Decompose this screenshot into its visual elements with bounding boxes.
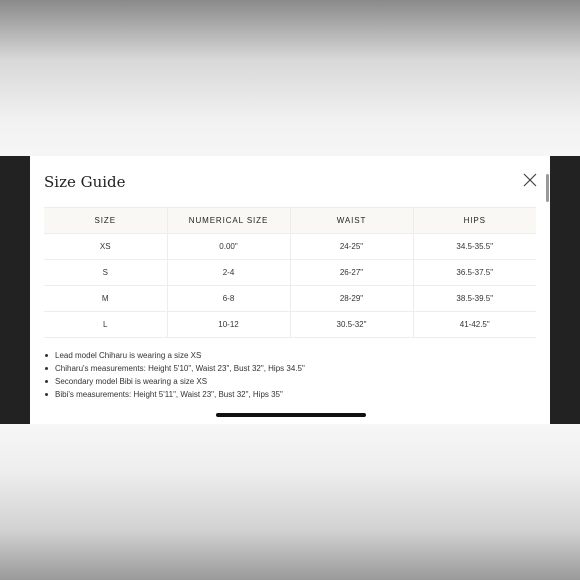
list-item: Secondary model Bibi is wearing a size XS <box>55 375 305 388</box>
table-row <box>44 312 536 338</box>
table-cell: 24-25" <box>290 234 413 260</box>
table-row <box>44 260 536 286</box>
column-header-size: SIZE <box>44 208 167 234</box>
table-cell: 26-27" <box>290 260 413 286</box>
close-button[interactable] <box>522 172 538 188</box>
close-icon <box>522 172 538 188</box>
list-item: Bibi's measurements: Height 5'11", Waist 23", Bust 32", Hips 35" <box>55 388 305 401</box>
table-row <box>44 234 536 260</box>
table-row <box>44 286 536 312</box>
modal-title: Size Guide <box>44 173 126 191</box>
table-cell: 41-42.5" <box>413 312 536 338</box>
table-cell: S <box>44 260 167 286</box>
size-table <box>44 207 536 338</box>
model-notes <box>44 349 305 401</box>
list-item: Lead model Chiharu is wearing a size XS <box>55 349 305 362</box>
table-cell: 10-12 <box>167 312 290 338</box>
table-cell: 34.5-35.5" <box>413 234 536 260</box>
scrollbar[interactable] <box>546 174 549 202</box>
table-cell: 28-29" <box>290 286 413 312</box>
table-cell: 2-4 <box>167 260 290 286</box>
list-item: Chiharu's measurements: Height 5'10", Waist 23", Bust 32", Hips 34.5" <box>55 364 305 373</box>
table-cell: 36.5-37.5" <box>413 260 536 286</box>
table-header-row <box>44 208 536 234</box>
column-header-numerical-size: NUMERICAL SIZE <box>167 208 290 234</box>
table-cell: 6-8 <box>167 286 290 312</box>
column-header-hips: HIPS <box>413 208 536 234</box>
table-cell: L <box>44 312 167 338</box>
table-cell: 38.5-39.5" <box>413 286 536 312</box>
table-cell: 0.00" <box>167 234 290 260</box>
table-cell: M <box>44 286 167 312</box>
home-indicator <box>216 413 366 417</box>
column-header-waist: WAIST <box>290 208 413 234</box>
table-cell: XS <box>44 234 167 260</box>
size-guide-modal <box>30 156 550 424</box>
table-cell: 30.5-32" <box>290 312 413 338</box>
